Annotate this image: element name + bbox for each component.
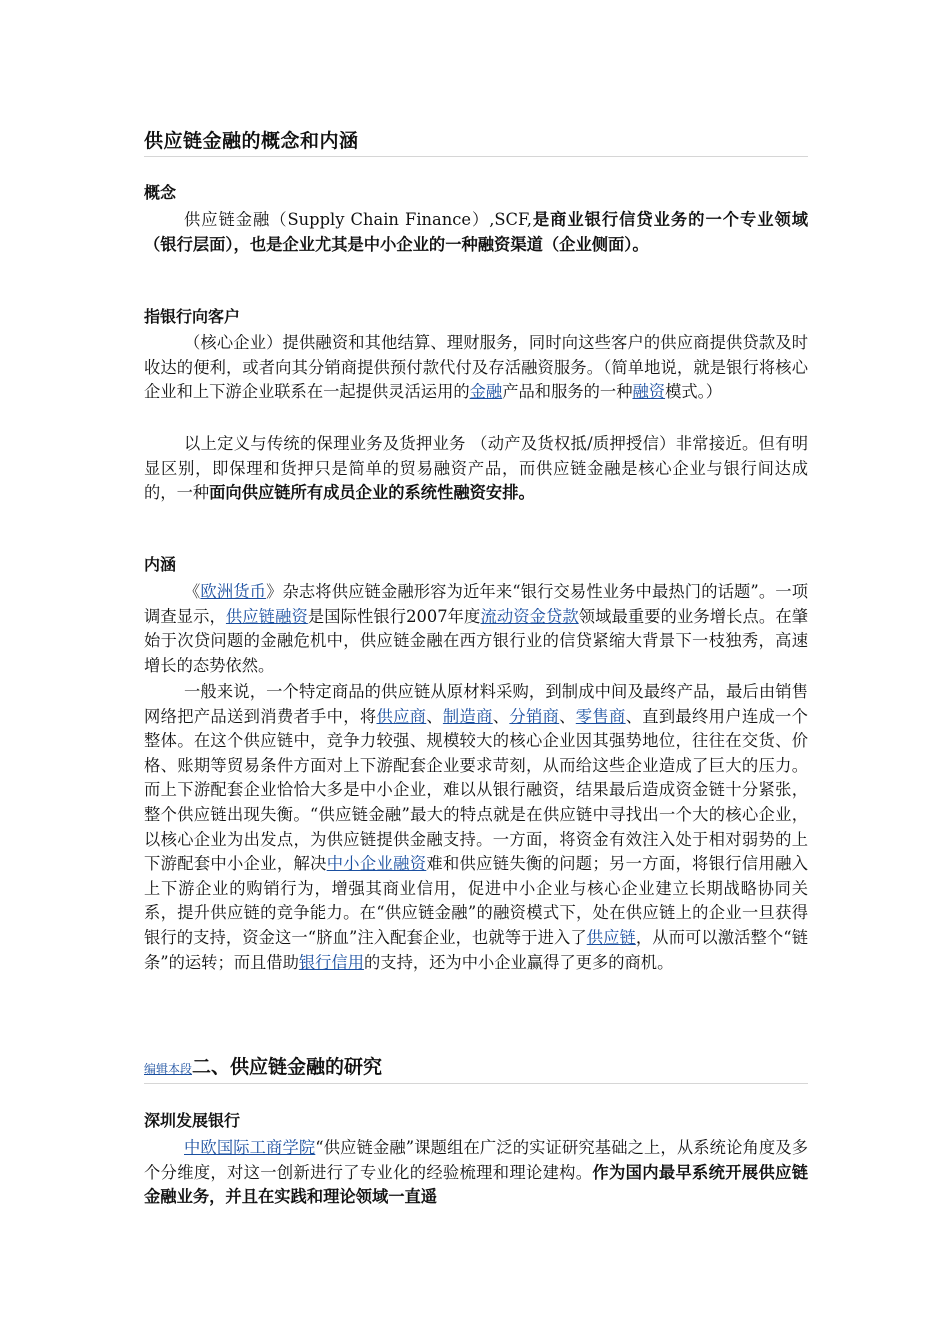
heading-shenzhen-bank: 深圳发展银行: [144, 1111, 241, 1130]
section-2-title: 二、供应链金融的研究: [192, 1056, 383, 1078]
link-bank-credit[interactable]: 银行信用: [298, 952, 364, 972]
meaning2-text-c: 难和供应链失衡的问题；另一方面，将银行信用融入上下游企业的购销行为，增强其商业信用，促进中小企业与核心企业建立长期战略协同关系，提升供应链的竞争能力。在“供应链金融”的融资模式下，处在供应链上的企业一旦获得银行的支持，资金这一“脐血”注入配套企业，也就等于进入了: [144, 854, 808, 947]
meaning2-text-a: 一般来说，一个特定商品的供应链从原材料采购，到制成中间及最终产品，最后由销售网络把产品送到消费者手中，将: [144, 682, 808, 726]
meaning-text-a: 《: [184, 582, 201, 601]
meaning2-text-d: ，从而可以激活整个“链条”的运转；而且借助: [144, 927, 808, 972]
link-distributor[interactable]: 分销商: [509, 706, 560, 726]
link-euromoney[interactable]: 欧洲货币: [200, 582, 267, 601]
link-ceibs[interactable]: 中欧国际工商学院: [184, 1138, 316, 1157]
link-supply-chain[interactable]: 供应链: [586, 927, 636, 947]
paragraph-bank-2: [144, 432, 808, 506]
meaning2-text-b: 、直到最终用户连成一个整体。在这个供应链中，竞争力较强、规模较大的核心企业因其强势地位，往往在交货、价格、账期等贸易条件方面对上下游配套企业要求苛刻，从而给这些企业造成了巨大的压力。而上下游配套企业恰恰大多是中小企业，难以从银行融资，结果最后造成资金链十分紧张，整个供应链出现失衡。“供应链金融”最大的特点就是在供应链中寻找出一个大的核心企业，以核心企业为出发点，为供应链提供金融支持。一方面，将资金有效注入处于相对弱势的上下游配套中小企业，解决: [144, 706, 808, 874]
title-divider: [144, 156, 808, 157]
separator: 、: [492, 706, 510, 726]
concept-text: 供应链金融（Supply Chain Finance）,SCF,: [184, 210, 532, 229]
link-manufacturer[interactable]: 制造商: [442, 706, 493, 726]
separator: 、: [559, 706, 576, 726]
section-2-header: [144, 1052, 382, 1079]
meaning2-text-e: 的支持，还为中小企业赢得了更多的商机。: [364, 952, 674, 972]
bank-text-a: （核心企业）提供融资和其他结算、理财服务，同时向这些客户的供应商提供贷款及时收达的便利，或者向其分销商提供预付款代付及存活融资服务。（简单地说，就是银行将核心企业和上下游企业联系在一起提供灵活运用的: [144, 333, 808, 402]
link-finance[interactable]: 金融: [469, 382, 503, 402]
document-title: 供应链金融的概念和内涵: [144, 130, 359, 152]
link-sme-financing[interactable]: 中小企业融资: [326, 854, 427, 874]
paragraph-meaning-2: [144, 680, 808, 975]
concept-bold-text: 是商业银行信贷业务的一个专业领域（银行层面），也是企业尤其是中小企业的一种融资渠道（企业侧面）。: [144, 210, 808, 254]
paragraph-meaning-1: [144, 580, 808, 678]
shenzhen-bold: 作为国内最早系统开展供应链金融业务，并且在实践和理论领域一直遥: [144, 1162, 808, 1207]
shenzhen-text: “供应链金融”课题组在广泛的实证研究基础之上，从系统论角度及多个分维度，对这一创新进行了专业化的经验梳理和理论建构。: [144, 1138, 808, 1182]
link-supply-chain-financing[interactable]: 供应链融资: [225, 606, 308, 626]
heading-bank-to-client: 指银行向客户: [144, 307, 241, 326]
bank-text-c: 模式。）: [665, 382, 723, 402]
link-supplier[interactable]: 供应商: [376, 706, 427, 726]
section-2-divider: [144, 1083, 808, 1084]
paragraph-shenzhen: [144, 1136, 808, 1210]
paragraph-bank-1: [144, 331, 808, 405]
link-working-capital-loan[interactable]: 流动资金贷款: [480, 606, 579, 626]
meaning-text-c: 是国际性银行2007年度: [307, 606, 481, 626]
heading-meaning: 内涵: [144, 555, 177, 574]
bank-p2-text: 以上定义与传统的保理业务及货押业务 （动产及货权抵/质押授信）非常接近。但有明显区别，即保理和货押只是简单的贸易融资产品，而供应链金融是核心企业与银行间达成的，一种: [144, 434, 808, 503]
bank-p2-bold: 面向供应链所有成员企业的系统性融资安排。: [209, 483, 535, 503]
edit-section-link[interactable]: 编辑本段: [144, 1062, 193, 1076]
paragraph-concept: [144, 208, 808, 257]
meaning-text-b: 》杂志将供应链金融形容为近年来“银行交易性业务中最热门的话题”。一项调查显示，: [144, 582, 808, 626]
heading-concept: 概念: [144, 183, 177, 202]
meaning-text-d: 领域最重要的业务增长点。在肇始于次贷问题的金融危机中，供应链金融在西方银行业的信贷紧缩大背景下一枝独秀，高速增长的态势依然。: [144, 606, 808, 675]
link-retailer[interactable]: 零售商: [575, 706, 626, 726]
separator: 、: [426, 706, 443, 726]
link-financing[interactable]: 融资: [632, 382, 666, 402]
bank-text-b: 产品和服务的一种: [502, 382, 633, 402]
